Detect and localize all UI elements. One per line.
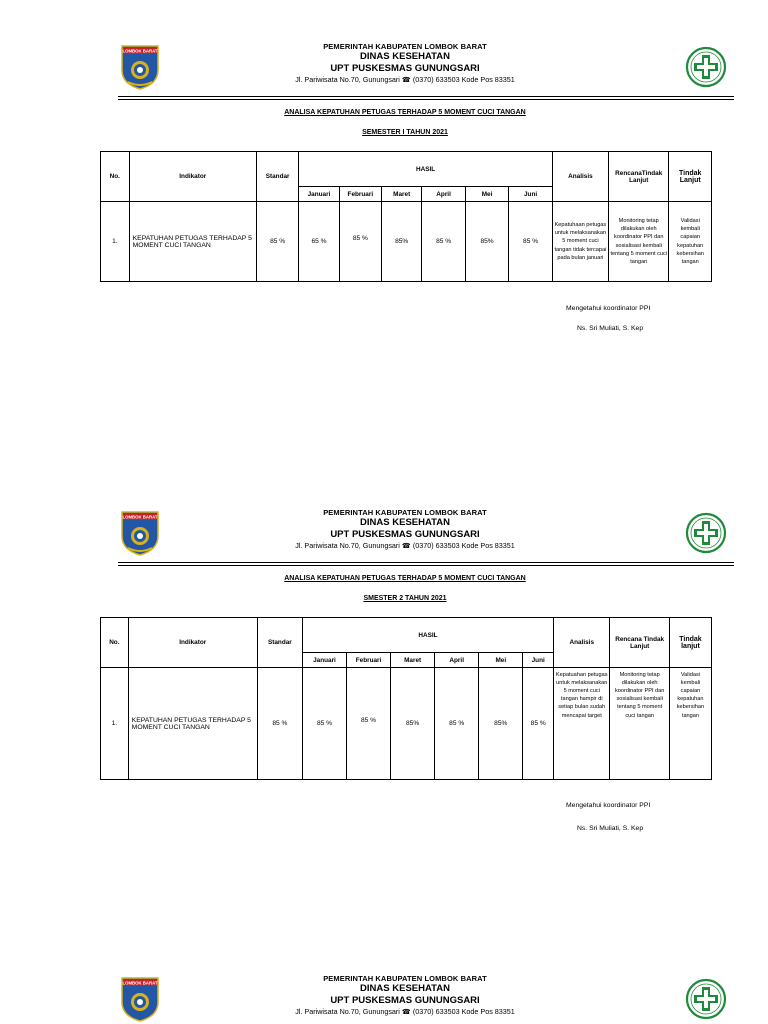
header-tindak: Tindak lanjut <box>669 618 711 668</box>
cell-value: 85 % <box>435 668 479 780</box>
header-no: No. <box>101 152 130 202</box>
header-address: Jl. Pariwisata No.70, Gunungsari <box>295 541 400 551</box>
letterhead-text <box>250 508 560 550</box>
cell-value: 85 % <box>302 668 346 780</box>
header-line3: UPT PUSKESMAS GUNUNGSARI <box>330 529 480 541</box>
cell-tindak: Validasi kembali capaian kepatuhan kebersihan tangan <box>669 668 711 780</box>
header-hasil: HASIL <box>302 618 553 653</box>
cell-indikator: KEPATUHAN PETUGAS TERHADAP 5 MOMENT CUCI TANGAN <box>128 668 257 780</box>
letterhead <box>0 974 768 1024</box>
header-month: Januari <box>302 653 346 668</box>
cell-value: 85% <box>391 668 435 780</box>
header-phone: (0370) 633503 Kode Pos 83351 <box>412 541 515 551</box>
letterhead-text <box>250 974 560 1016</box>
header-hasil: HASIL <box>299 152 552 187</box>
cell-value: 85 % <box>422 202 465 282</box>
cell-no: 1. <box>101 668 129 780</box>
cell-value: 85% <box>382 202 422 282</box>
header-month: Maret <box>391 653 435 668</box>
table-row <box>101 668 712 780</box>
cell-rencana: Monitoring tetap dilakukan oleh koordinator PPI dan sosialisasi kembali tentang 5 moment cuci tangan <box>609 202 669 282</box>
header-indikator: Indikator <box>128 618 257 668</box>
sign-title: Mengetahui koordinator PPI <box>566 802 651 809</box>
letterhead <box>0 42 768 106</box>
cell-value: 85% <box>479 668 523 780</box>
phone-icon: ☎ <box>401 1007 411 1017</box>
cell-value: 85 % <box>509 202 552 282</box>
logo-text: LOMBOK BARAT <box>122 980 158 986</box>
letterhead <box>0 508 768 572</box>
header-standar: Standar <box>256 152 298 202</box>
health-cross-icon <box>684 512 728 554</box>
header-no: No. <box>101 618 129 668</box>
lombok-barat-shield-icon <box>120 510 160 556</box>
header-indikator: Indikator <box>129 152 256 202</box>
logo-text: LOMBOK BARAT <box>122 514 158 520</box>
cell-value: 65 % <box>299 202 339 282</box>
header-standar: Standar <box>257 618 302 668</box>
health-cross-icon <box>684 46 728 88</box>
cell-no: 1. <box>101 202 130 282</box>
cell-value: 85% <box>465 202 508 282</box>
cell-analisis: Kepatuahan petugas untuk melaksanakan 5 moment cuci tangan hampir di setiap bulan sudah mencapai target <box>554 668 610 780</box>
header-month: Juni <box>509 187 552 202</box>
header-line1: PEMERINTAH KABUPATEN LOMBOK BARAT <box>323 508 487 517</box>
page-1 <box>0 42 768 342</box>
header-line2: DINAS KESEHATAN <box>360 517 450 529</box>
lombok-barat-shield-icon <box>120 976 160 1022</box>
header-month: April <box>422 187 465 202</box>
header-line1: PEMERINTAH KABUPATEN LOMBOK BARAT <box>323 974 487 983</box>
header-address: Jl. Pariwisata No.70, Gunungsari <box>295 75 400 85</box>
header-line3: UPT PUSKESMAS GUNUNGSARI <box>330 995 480 1007</box>
header-line3: UPT PUSKESMAS GUNUNGSARI <box>330 63 480 75</box>
header-address-line <box>250 541 560 550</box>
cell-standar: 85 % <box>256 202 298 282</box>
table-row <box>101 202 712 282</box>
sign-title: Mengetahui koordinator PPI <box>566 305 651 312</box>
report-title: ANALISA KEPATUHAN PETUGAS TERHADAP 5 MOMENT CUCI TANGAN <box>284 575 526 582</box>
header-phone: (0370) 633503 Kode Pos 83351 <box>412 1007 515 1017</box>
cell-tindak: Validasi kembali capaian kepatuhan kebersihan tangan <box>669 202 712 282</box>
letterhead-rule <box>118 562 734 566</box>
health-cross-icon <box>684 978 728 1020</box>
compliance-table <box>100 617 712 780</box>
header-rencana: RencanaTindak Lanjut <box>609 152 669 202</box>
sign-name: Ns. Sri Muliati, S. Kep <box>577 325 644 332</box>
cell-value: 85 % <box>347 668 391 780</box>
header-month: Februari <box>347 653 391 668</box>
header-line2: DINAS KESEHATAN <box>360 983 450 995</box>
page-3 <box>0 974 768 1024</box>
header-month: Februari <box>339 187 381 202</box>
report-subtitle: SEMESTER I TAHUN 2021 <box>362 129 448 136</box>
header-line1: PEMERINTAH KABUPATEN LOMBOK BARAT <box>323 42 487 51</box>
header-month: April <box>435 653 479 668</box>
page-2 <box>0 508 768 838</box>
phone-icon: ☎ <box>401 541 411 551</box>
header-tindak: Tindak Lanjut <box>669 152 712 202</box>
cell-indikator: KEPATUHAN PETUGAS TERHADAP 5 MOMENT CUCI TANGAN <box>129 202 256 282</box>
header-phone: (0370) 633503 Kode Pos 83351 <box>412 75 515 85</box>
report-title: ANALISA KEPATUHAN PETUGAS TERHADAP 5 MOMENT CUCI TANGAN <box>284 109 526 116</box>
letterhead-text <box>250 42 560 84</box>
header-analisis: Analisis <box>552 152 608 202</box>
header-month: Mei <box>465 187 508 202</box>
phone-icon: ☎ <box>401 75 411 85</box>
compliance-table <box>100 151 712 282</box>
report-subtitle: SMESTER 2 TAHUN 2021 <box>363 595 447 602</box>
cell-analisis: Kepatuhaan petugas untuk melaksanakan 5 moment cuci tangan tidak tercapai pada bulan januari <box>552 202 608 282</box>
header-address-line <box>250 75 560 84</box>
lombok-barat-shield-icon <box>120 44 160 90</box>
header-rencana: Rencana Tindak Lanjut <box>610 618 669 668</box>
sign-name: Ns. Sri Muliati, S. Kep <box>577 825 644 832</box>
letterhead-rule <box>118 96 734 100</box>
header-address: Jl. Pariwisata No.70, Gunungsari <box>295 1007 400 1017</box>
cell-value: 85 % <box>523 668 554 780</box>
header-line2: DINAS KESEHATAN <box>360 51 450 63</box>
cell-value: 85 % <box>339 202 381 282</box>
cell-rencana: Monitoring tetap dilakukan oleh koordinator PPI dan sosialisasi kembali tentang 5 moment cuci tangan <box>610 668 669 780</box>
header-month: Maret <box>382 187 422 202</box>
header-analisis: Analisis <box>554 618 610 668</box>
header-month: Juni <box>523 653 554 668</box>
header-month: Mei <box>479 653 523 668</box>
header-month: Januari <box>299 187 339 202</box>
header-address-line <box>250 1007 560 1016</box>
logo-text: LOMBOK BARAT <box>122 48 158 54</box>
cell-standar: 85 % <box>257 668 302 780</box>
